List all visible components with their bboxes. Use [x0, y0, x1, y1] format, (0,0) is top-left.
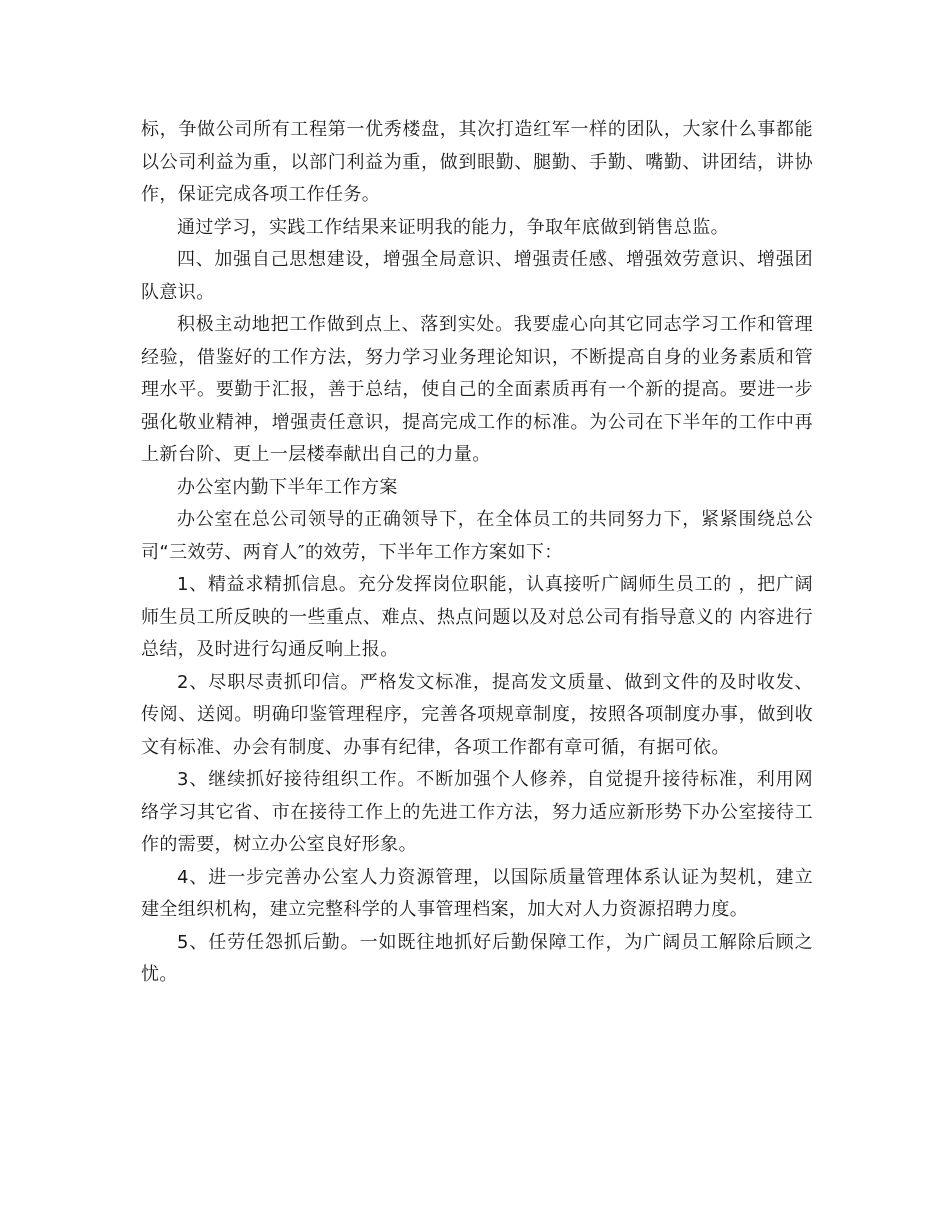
paragraph: 积极主动地把工作做到点上、落到实处。我要虚心向其它同志学习工作和管理经验，借鉴好的工作方法，努力学习业务理论知识，不断提高自身的业务素质和管理水平。要勤于汇报，善于总结，使自己的全面素质再有一个新的提高。要进一步强化敬业精神，增强责任意识，提高完成工作的标准。为公司在下半年的工作中再上新台阶、更上一层楼奉献出自己的力量。: [141, 314, 813, 465]
paragraph: 通过学习，实践工作结果来证明我的能力，争取年底做到销售总监。: [177, 216, 729, 238]
section-heading: 办公室内勤下半年工作方案: [177, 476, 398, 498]
list-item: 2、尽职尽责抓印信。严格发文标准，提高发文质量、做到文件的及时收发、传阅、送阅。明确印鉴管理程序，完善各项规章制度，按照各项制度办事，做到收文有标准、办会有制度、办事有纪律，各项工作都有章可循，有据可依。: [141, 671, 813, 758]
paragraph: 标，争做公司所有工程第一优秀楼盘，其次打造红军一样的团队，大家什么事都能以公司利益为重，以部门利益为重，做到眼勤、腿勤、手勤、嘴勤、讲团结，讲协作，保证完成各项工作任务。: [141, 119, 813, 205]
list-item: 5、任劳任怨抓后勤。一如既往地抓好后勤保障工作，为广阔员工解除后顾之忧。: [141, 931, 813, 985]
paragraph: 办公室在总公司领导的正确领导下，在全体员工的共同努力下，紧紧围绕总公司“三效劳、两育人″的效劳，下半年工作方案如下：: [141, 509, 813, 563]
document-body: [141, 114, 813, 992]
list-item: 4、进一步完善办公室人力资源管理，以国际质量管理体系认证为契机，建立建全组织机构，建立完整科学的人事管理档案，加大对人力资源招聘力度。: [141, 866, 813, 920]
list-item: 3、继续抓好接待组织工作。不断加强个人修养，自觉提升接待标准，利用网络学习其它省、市在接待工作上的先进工作方法，努力适应新形势下办公室接待工作的需要，树立办公室良好形象。: [141, 769, 813, 855]
paragraph: 四、加强自己思想建设，增强全局意识、增强责任感、增强效劳意识、增强团队意识。: [141, 249, 813, 303]
list-item: 1、精益求精抓信息。充分发挥岗位职能，认真接听广阔师生员工的 ，把广阔师生员工所反映的一些重点、难点、热点问题以及对总公司有指导意义的 内容进行总结，及时进行勾通反响上报。: [141, 574, 813, 660]
